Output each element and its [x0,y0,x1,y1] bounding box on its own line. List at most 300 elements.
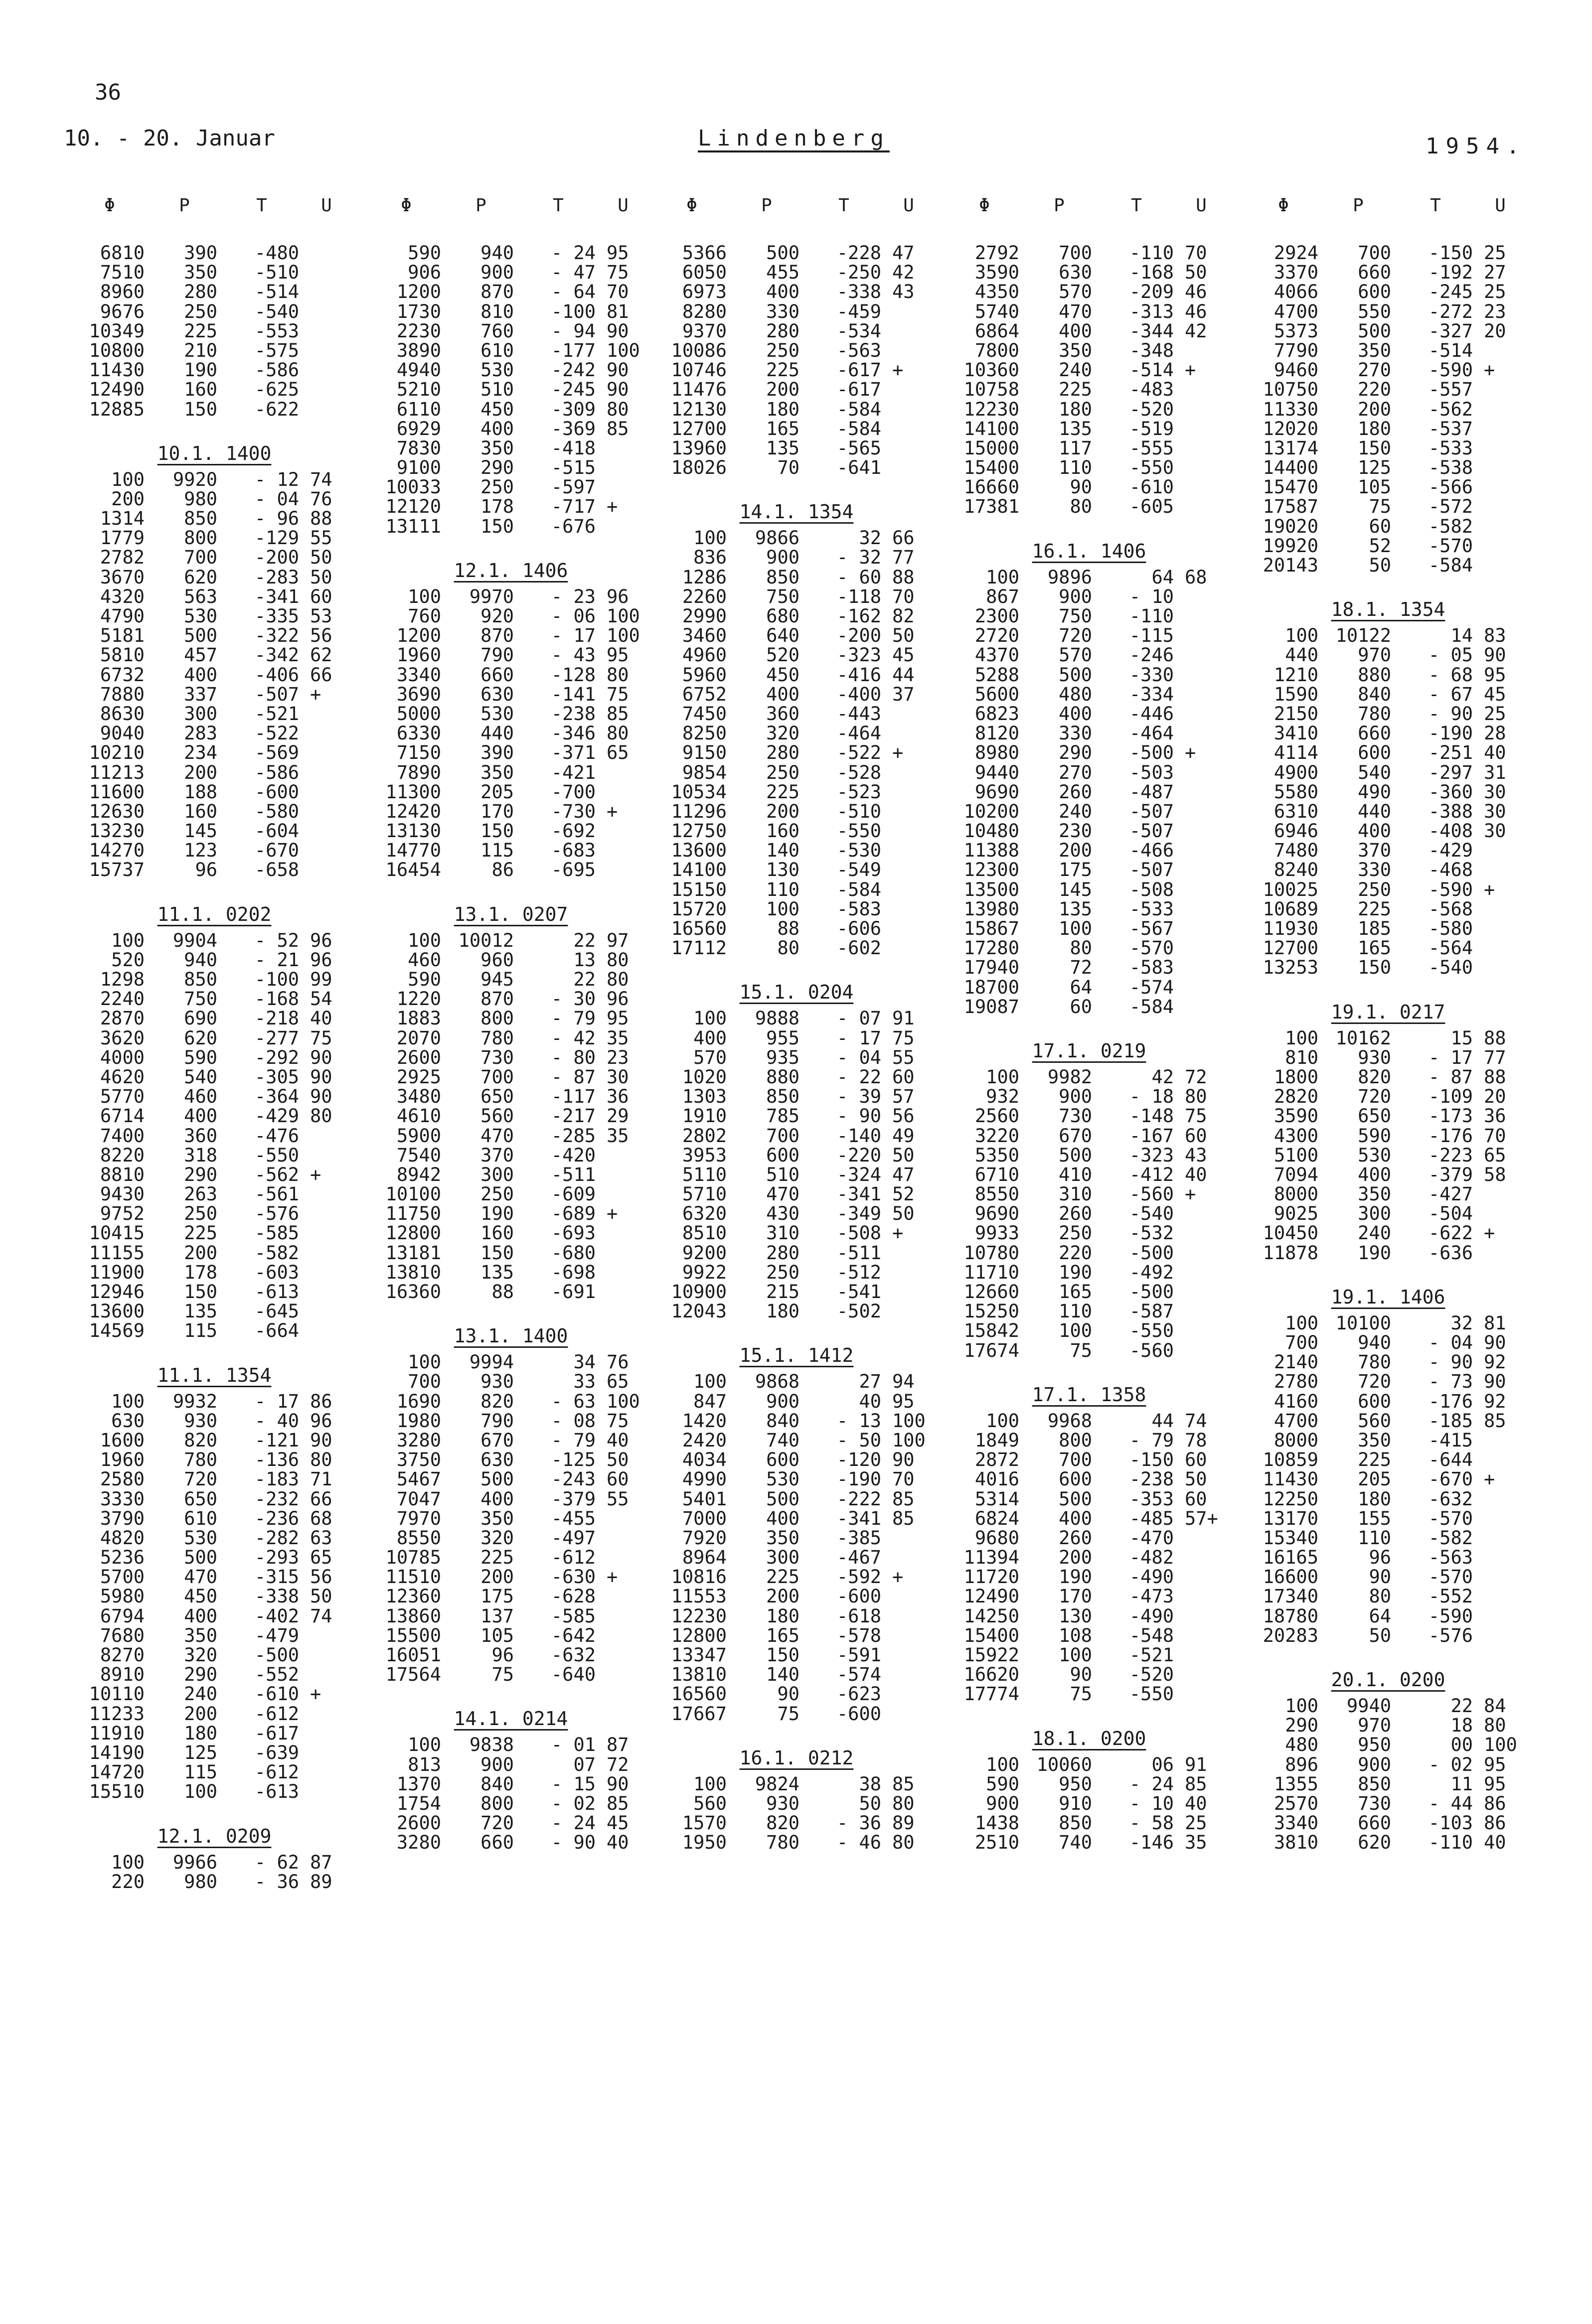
geopotential-cell: 8550 [974,1183,1019,1205]
table-row [371,1411,650,1431]
humidity-cell: 80 [607,723,629,744]
humidity-cell [299,1146,354,1165]
geopotential-cell: 4066 [1274,281,1318,303]
table-row [950,1184,1229,1204]
table-row [950,1548,1229,1567]
geopotential-cell: 11720 [963,1566,1019,1588]
temperature-cell: -500 [254,1644,299,1666]
table-row [371,400,650,419]
humidity-cell [1174,899,1229,919]
humidity-cell: 60 [892,1066,915,1088]
temperature-cell: -353 [1129,1488,1174,1510]
sounding-title-row [657,495,936,528]
humidity-cell [1174,1606,1229,1626]
humidity-cell [1174,1263,1229,1282]
pressure-cell: 350 [1358,1183,1391,1205]
geopotential-cell: 8000 [1274,1429,1318,1451]
table-row [371,1087,650,1106]
temperature-cell: -140 [836,1125,881,1147]
table-row [950,360,1229,380]
sounding-block [657,1339,936,1723]
temperature-cell: - 90 [836,1105,881,1127]
temperature-cell: -617 [254,1722,299,1744]
humidity-cell [299,1645,354,1665]
geopotential-cell: 2792 [974,242,1019,264]
pressure-cell: 840 [766,1410,799,1432]
humidity-cell [299,360,354,380]
geopotential-cell: 100 [408,1351,441,1373]
geopotential-cell: 14720 [89,1761,145,1783]
humidity-cell: 46 [1185,300,1207,322]
humidity-cell [299,860,354,879]
humidity-cell: 28 [1484,723,1506,744]
humidity-cell: 90 [607,320,629,342]
pressure-cell: 96 [491,1644,514,1666]
table-row [1249,1411,1528,1431]
table-row [657,1146,936,1165]
geopotential-cell: 8810 [100,1163,145,1185]
geopotential-cell: 19020 [1263,515,1318,537]
geopotential-cell: 12490 [89,379,145,401]
table-row [371,1528,650,1548]
humidity-cell: + [1185,359,1196,381]
humidity-cell: 40 [607,1429,629,1451]
geopotential-cell: 16560 [671,1683,727,1705]
pressure-cell: 75 [1369,496,1391,518]
pressure-cell: 330 [766,300,799,322]
pressure-cell: 75 [777,1703,799,1725]
pressure-cell: 145 [184,820,217,842]
humidity-cell [1473,556,1528,575]
column-header-label: T [838,195,849,216]
table-row [75,1411,354,1431]
table-row [75,1106,354,1126]
geopotential-cell: 4160 [1274,1390,1318,1412]
geopotential-cell: 3460 [682,625,727,647]
table-row [75,1626,354,1645]
pressure-cell: 600 [766,1144,799,1166]
sounding-title-row [1249,1281,1528,1313]
table-row [1249,1165,1528,1184]
temperature-cell: -570 [1428,1507,1473,1529]
table-row [657,724,936,743]
temperature-cell: -443 [836,703,881,725]
pressure-cell: 400 [1059,703,1092,725]
pressure-cell: 178 [480,496,514,518]
geopotential-cell: 2925 [396,1066,441,1088]
table-row [950,380,1229,399]
table-row [1249,626,1528,645]
temperature-cell: - 43 [551,644,596,666]
pressure-cell: 820 [1358,1066,1391,1088]
temperature-cell: -415 [1428,1429,1473,1451]
pressure-cell: 200 [184,1703,217,1725]
table-row [371,685,650,704]
table-row [950,1146,1229,1165]
table-row [1249,1087,1528,1106]
table-row [950,1067,1229,1087]
table-row [371,841,650,860]
temperature-cell: - 58 [1129,1812,1174,1834]
temperature-cell: -150 [1129,1449,1174,1471]
temperature-cell: - 90 [1428,1351,1473,1373]
geopotential-cell: 2230 [396,320,441,342]
temperature-cell: -335 [254,605,299,627]
temperature-cell: - 73 [1428,1371,1473,1393]
table-row [1249,782,1528,802]
geopotential-cell: 4820 [100,1527,145,1549]
table-row [657,1684,936,1704]
geopotential-cell: 3280 [396,1429,441,1451]
table-row [657,1833,936,1852]
pressure-cell: 720 [184,1468,217,1490]
pressure-cell: 740 [1059,1832,1092,1854]
table-row [75,782,354,802]
table-row [657,1048,936,1067]
humidity-cell [1473,438,1528,458]
table-row [1249,341,1528,360]
geopotential-cell: 9690 [974,781,1019,803]
pressure-cell: 150 [1358,437,1391,459]
humidity-cell [1174,1528,1229,1548]
table-row [657,380,936,399]
table-row [1249,497,1528,516]
temperature-cell: -565 [836,437,881,459]
geopotential-cell: 4700 [1274,300,1318,322]
geopotential-cell: 1200 [396,625,441,647]
humidity-cell [1473,341,1528,360]
temperature-cell: -576 [1428,1624,1473,1646]
geopotential-cell: 18780 [1263,1605,1318,1627]
geopotential-cell: 100 [986,1753,1019,1775]
humidity-cell: 35 [1185,1832,1207,1854]
geopotential-cell: 16165 [1263,1547,1318,1569]
table-row [950,1587,1229,1606]
temperature-cell: -427 [1428,1183,1473,1205]
pressure-cell: 400 [184,664,217,686]
geopotential-cell: 5960 [682,664,727,686]
temperature-cell: -115 [1129,625,1174,647]
table-row [371,1372,650,1391]
table-row [657,302,936,321]
humidity-cell: + [310,1683,321,1705]
pressure-cell: 660 [480,664,514,686]
geopotential-cell: 12700 [671,418,727,439]
column-header-label: P [179,195,190,216]
geopotential-cell: 11233 [89,1703,145,1725]
geopotential-cell: 932 [986,1086,1019,1108]
temperature-cell: -519 [1129,418,1174,439]
humidity-cell: 100 [607,1390,640,1412]
temperature-cell: -578 [836,1624,881,1646]
pressure-cell: 125 [184,1742,217,1763]
humidity-cell: 46 [1185,281,1207,303]
humidity-cell: 92 [1484,1390,1506,1412]
temperature-cell: -632 [1428,1488,1473,1510]
humidity-cell: + [1185,1183,1196,1205]
pressure-cell: 820 [766,1812,799,1834]
table-row [371,1067,650,1087]
geopotential-cell: 4960 [682,644,727,666]
table-row [1249,919,1528,938]
geopotential-cell: 20143 [1263,555,1318,576]
geopotential-cell: 100 [408,585,441,607]
geopotential-cell: 1570 [682,1812,727,1834]
table-row [657,743,936,762]
pressure-cell: 850 [766,1086,799,1108]
geopotential-cell: 15867 [963,918,1019,939]
humidity-cell [881,841,936,860]
pressure-cell: 90 [1369,1566,1391,1588]
geopotential-cell: 2140 [1274,1351,1318,1373]
geopotential-cell: 8630 [100,703,145,725]
temperature-cell: 11 [1450,1773,1473,1795]
table-row [1249,1696,1528,1716]
pressure-cell: 470 [766,1183,799,1205]
sounding-title: 18.1. 0200 [1032,1727,1146,1749]
temperature-cell: -500 [1129,1281,1174,1303]
humidity-cell [299,1243,354,1263]
temperature-cell: -110 [1428,1832,1473,1854]
table-row [657,1528,936,1548]
sounding-block [75,898,354,1341]
table-row [75,704,354,724]
sounding-title: 17.1. 1358 [1032,1383,1146,1406]
temperature-cell: -120 [836,1449,881,1471]
table-row [657,548,936,567]
pressure-cell: 205 [480,781,514,803]
geopotential-cell: 15400 [963,1624,1019,1646]
humidity-cell: 31 [1484,761,1506,783]
geopotential-cell: 7890 [396,761,441,783]
table-row [950,978,1229,997]
table-row [371,1282,650,1302]
geopotential-cell: 13230 [89,820,145,842]
pressure-cell: 225 [1358,898,1391,920]
geopotential-cell: 3280 [396,1832,441,1854]
humidity-cell: 75 [607,1410,629,1432]
pressure-cell: 165 [766,418,799,439]
pressure-cell: 390 [480,742,514,764]
pressure-cell: 135 [1059,418,1092,439]
geopotential-cell: 8960 [100,281,145,303]
humidity-cell: 45 [892,644,915,666]
geopotential-cell: 6714 [100,1105,145,1127]
temperature-cell: -400 [836,683,881,705]
temperature-cell: 22 [573,969,596,990]
geopotential-cell: 3370 [1274,262,1318,284]
temperature-cell: -584 [1428,555,1473,576]
geopotential-cell: 10415 [89,1222,145,1244]
temperature-cell: -537 [1428,418,1473,439]
pressure-cell: 785 [766,1105,799,1127]
table-row [950,1431,1229,1450]
geopotential-cell: 2780 [1274,1371,1318,1393]
humidity-cell: 60 [1185,1488,1207,1510]
geopotential-cell: 12885 [89,398,145,420]
pressure-cell: 75 [491,1664,514,1686]
column-header-label: U [1495,195,1506,216]
column-header-label: Φ [979,195,990,216]
table-row [657,1567,936,1587]
humidity-cell: 96 [310,929,332,951]
pressure-cell: 9866 [755,527,799,549]
table-row [371,1165,650,1184]
geopotential-cell: 100 [693,1371,727,1393]
table-row [371,1626,650,1645]
table-row [1249,841,1528,860]
humidity-cell [1473,477,1528,497]
pressure-cell: 300 [1358,1203,1391,1225]
pressure-cell: 160 [184,800,217,822]
geopotential-cell: 760 [408,605,441,627]
geopotential-cell: 9370 [682,320,727,342]
pressure-cell: 90 [1070,476,1092,498]
temperature-cell: -511 [836,1242,881,1264]
temperature-cell: -568 [1428,898,1473,920]
humidity-cell: 58 [1484,1163,1506,1185]
geopotential-cell: 10033 [385,476,441,498]
humidity-cell [1473,1548,1528,1567]
pressure-cell: 450 [480,398,514,420]
table-row [657,1509,936,1528]
pressure-cell: 620 [184,1027,217,1049]
humidity-cell [299,1724,354,1743]
humidity-cell: 35 [607,1027,629,1049]
table-row [1249,360,1528,380]
humidity-cell: 75 [1185,1105,1207,1127]
temperature-cell: -587 [1129,1301,1174,1322]
humidity-cell: 62 [310,644,332,666]
table-row [75,1567,354,1587]
table-row [75,360,354,380]
table-row [75,1126,354,1146]
pressure-cell: 250 [184,300,217,322]
temperature-cell: -602 [836,937,881,959]
column-header [950,195,1229,243]
geopotential-cell: 2420 [682,1429,727,1451]
geopotential-cell: 100 [111,468,145,490]
pressure-cell: 135 [480,1261,514,1283]
temperature-cell: -217 [551,1105,596,1127]
humidity-cell: 56 [892,1105,915,1127]
humidity-cell [596,517,650,536]
column-header-label: T [1430,195,1441,216]
geopotential-cell: 1370 [396,1773,441,1795]
temperature-cell: -476 [254,1125,299,1147]
pressure-cell: 125 [1358,457,1391,479]
geopotential-cell: 2720 [974,625,1019,647]
pressure-cell: 500 [184,625,217,647]
temperature-cell: - 13 [836,1410,881,1432]
pressure-cell: 130 [1059,1605,1092,1627]
pressure-cell: 790 [480,1410,514,1432]
humidity-cell: 70 [892,585,915,607]
table-row [950,1469,1229,1489]
table-row [371,989,650,1009]
sounding-title-row [950,535,1229,568]
geopotential-cell: 9025 [1274,1203,1318,1225]
sounding-title-row [371,898,650,931]
humidity-cell [881,1606,936,1626]
humidity-cell: + [892,1566,904,1588]
geopotential-cell: 10900 [671,1281,727,1303]
geopotential-cell: 7510 [100,262,145,284]
temperature-cell: - 46 [836,1832,881,1854]
humidity-cell: 30 [1484,820,1506,842]
temperature-cell: -313 [1129,300,1174,322]
temperature-cell: -610 [254,1683,299,1705]
table-row [657,1548,936,1567]
geopotential-cell: 3750 [396,1449,441,1471]
geopotential-cell: 17564 [385,1664,441,1686]
table-row [657,1794,936,1813]
humidity-cell [596,1263,650,1282]
temperature-cell: -467 [836,1547,881,1569]
geopotential-cell: 11710 [963,1261,1019,1283]
pressure-cell: 9932 [172,1390,217,1412]
pressure-cell: 670 [1059,1125,1092,1147]
temperature-cell: -600 [836,1703,881,1725]
humidity-cell: 95 [1484,1773,1506,1795]
pressure-cell: 225 [184,320,217,342]
humidity-cell [299,1665,354,1684]
geopotential-cell: 14569 [89,1320,145,1342]
table-row [371,1106,650,1126]
humidity-cell: 94 [892,1371,915,1393]
humidity-cell: 85 [892,1773,915,1795]
pressure-cell: 170 [1059,1586,1092,1607]
geopotential-cell: 12750 [671,820,727,842]
station-name: Lindenberg [698,126,890,151]
table-row [950,1567,1229,1587]
table-row [657,880,936,899]
humidity-cell [299,243,354,263]
table-row [1249,1813,1528,1833]
temperature-cell: -100 [254,969,299,990]
geopotential-cell: 13810 [385,1261,441,1283]
temperature-cell: -540 [254,300,299,322]
humidity-cell: 99 [310,969,332,990]
table-row [950,685,1229,704]
pressure-cell: 250 [1358,878,1391,900]
pressure-cell: 660 [1358,262,1391,284]
pressure-cell: 175 [480,1586,514,1607]
geopotential-cell: 4700 [1274,1410,1318,1432]
pressure-cell: 920 [480,605,514,627]
pressure-cell: 145 [1059,878,1092,900]
table-row [75,821,354,841]
humidity-cell [881,1243,936,1263]
sounding-block [1249,243,1528,575]
humidity-cell: 50 [607,1449,629,1471]
pressure-cell: 9994 [469,1351,514,1373]
temperature-cell: -297 [1428,761,1473,783]
table-row [1249,1028,1528,1048]
geopotential-cell: 8000 [1274,1183,1318,1205]
pressure-cell: 600 [1358,1390,1391,1412]
geopotential-cell: 7047 [396,1488,441,1510]
humidity-cell [881,1665,936,1684]
humidity-cell [881,802,936,821]
sounding-title: 20.1. 0200 [1331,1669,1445,1691]
geopotential-cell: 12020 [1263,418,1318,439]
pressure-cell: 180 [766,398,799,420]
humidity-cell [1473,1567,1528,1587]
geopotential-cell: 10758 [963,379,1019,401]
humidity-cell [1473,1528,1528,1548]
pressure-cell: 550 [1358,300,1391,322]
